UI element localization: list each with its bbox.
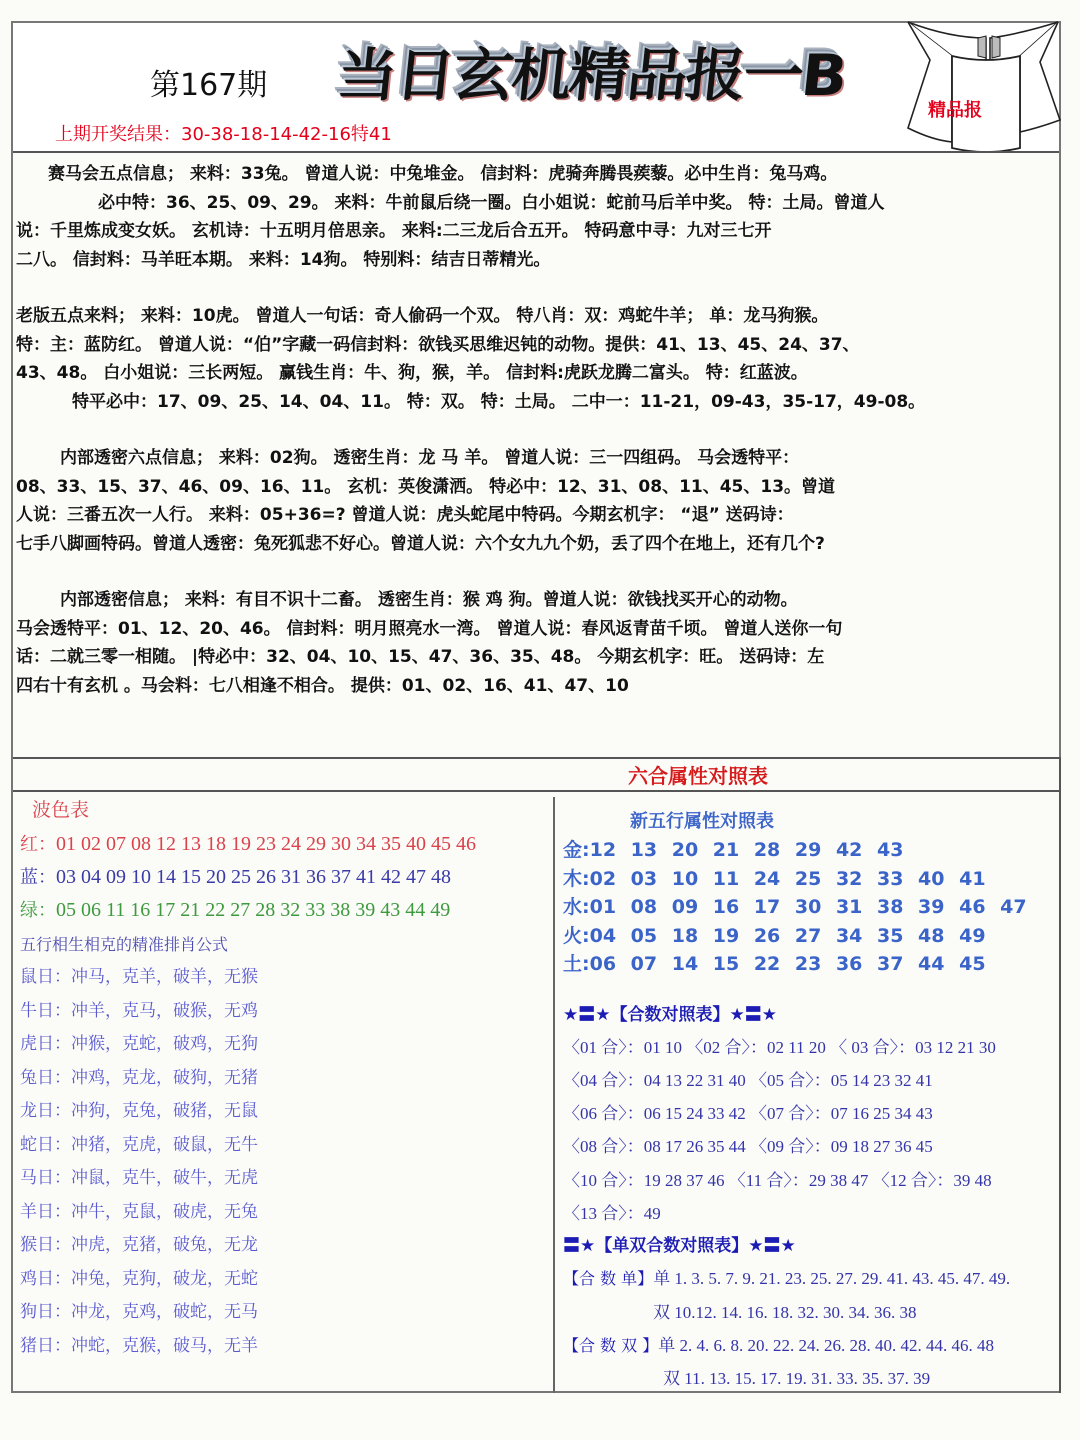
wuxing-title: 新五行属性对照表 bbox=[630, 811, 774, 832]
danshuang-odd-single: 【合 数 单】单 1. 3. 5. 7. 9. 21. 23. 25. 27. 29. 41. 43. 45. 47. 49. bbox=[563, 1269, 1011, 1289]
page-title: 当日玄机精品报一B bbox=[334, 42, 849, 109]
section-1 bbox=[16, 160, 1060, 274]
table-title: 六合属性对照表 bbox=[628, 764, 768, 788]
header-divider bbox=[13, 151, 1059, 153]
section-3 bbox=[16, 444, 1060, 558]
table-column-divider bbox=[553, 797, 555, 1393]
danshuang-even-double: 双 11. 13. 15. 17. 19. 31. 33. 35. 37. 39 bbox=[663, 1369, 931, 1389]
wave-row-red: 红：01 02 07 08 12 13 18 19 23 24 29 30 34 35 40 45 46 bbox=[20, 833, 476, 855]
badge-label: 精品报 bbox=[928, 100, 982, 121]
text-line: 二八。 信封料：马羊旺本期。 来料：14狗。 特别料：结吉日蒂精光。 bbox=[16, 249, 551, 270]
formula-row: 蛇日：冲猪，克虎，破鼠，无牛 bbox=[20, 1134, 258, 1155]
formula-row: 猴日：冲虎，克猪，破兔，无龙 bbox=[20, 1235, 258, 1255]
heshu-row: 〈10 合〉：19 28 37 46 〈11 合〉：29 38 47 〈12 合〉：39 48 bbox=[563, 1170, 992, 1190]
wuxing-row-water: 水:01 08 09 16 17 30 31 38 39 46 47 bbox=[563, 896, 1027, 918]
heshu-title: ★〓★【合数对照表】★〓★ bbox=[563, 1004, 777, 1025]
text-line: 人说：三番五次一人行。 来料：05+36=? 曾道人说：虎头蛇尾中特码。今期玄机字： “退” 送码诗： bbox=[16, 505, 794, 525]
wuxing-row-fire: 火:04 05 18 19 26 27 34 35 48 49 bbox=[563, 924, 986, 947]
text-line: 马会透特平：01、12、20、46。 信封料：明月照亮水一湾。 曾道人说：春风返青苗千顷。 曾道人送你一句 bbox=[16, 618, 843, 639]
section-4 bbox=[16, 586, 1060, 700]
formula-row: 牛日：冲羊，克马，破猴，无鸡 bbox=[20, 1000, 258, 1021]
formula-row: 虎日：冲猴，克蛇，破鸡，无狗 bbox=[20, 1034, 258, 1054]
heshu-row: 〈06 合〉：06 15 24 33 42 〈07 合〉：07 16 25 34 43 bbox=[563, 1104, 933, 1124]
ribbon-banner-icon bbox=[880, 20, 1070, 160]
text-line: 必中特：36、25、09、29。 来料：牛前鼠后绕一圈。白小姐说：蛇前马后羊中奖。 特：土局。曾道人 bbox=[98, 192, 885, 213]
text-line: 08、33、15、37、46、09、16、11。 玄机：英俊潇洒。 特必中：12、31、08、11、45、13。曾道 bbox=[16, 476, 836, 497]
table-right-border bbox=[1059, 757, 1061, 1393]
danshuang-title: 〓★【单双合数对照表】★〓★ bbox=[563, 1236, 796, 1257]
text-line: 七手八脚画特码。曾道人透密：兔死狐悲不好心。曾道人说：六个女九九个奶，丢了四个在地上，还有几个? bbox=[16, 533, 825, 554]
text-line: 赛马会五点信息； 来料：33兔。 曾道人说：中兔堆金。 信封料：虎骑奔腾畏蒺藜。必中生肖：兔马鸡。 bbox=[48, 164, 838, 184]
text-line: 内部透密六点信息； 来料：02狗。 透密生肖：龙 马 羊。 曾道人说：三一四组码。 马会透特平： bbox=[60, 448, 800, 468]
issue-number: 第167期 bbox=[150, 68, 268, 103]
table-top-border bbox=[13, 757, 1059, 759]
left-column bbox=[20, 795, 540, 1363]
formula-row: 兔日：冲鸡，克龙，破狗，无猪 bbox=[20, 1067, 258, 1088]
formula-title: 五行相生相克的精准排肖公式 bbox=[20, 935, 229, 954]
info-sections bbox=[16, 160, 1060, 728]
right-column bbox=[563, 808, 1053, 1395]
heshu-row: 〈13 合〉：49 bbox=[563, 1203, 661, 1223]
wave-table-title: 波色表 bbox=[32, 799, 90, 821]
formula-row: 猪日：冲蛇，克猴，破马，无羊 bbox=[20, 1335, 258, 1356]
danshuang-even-single: 【合 数 双 】单 2. 4. 6. 8. 20. 22. 24. 26. 28. 40. 42. 44. 46. 48 bbox=[563, 1335, 995, 1355]
formula-row: 羊日：冲牛，克鼠，破虎，无兔 bbox=[20, 1201, 258, 1222]
formula-row: 马日：冲鼠，克牛，破牛，无虎 bbox=[20, 1168, 258, 1188]
text-line: 43、48。 白小姐说：三长两短。 赢钱生肖：牛、狗，猴，羊。 信封料:虎跃龙腾二富头。 特：红蓝波。 bbox=[16, 363, 808, 383]
heshu-row: 〈01 合〉：01 10 〈02 合〉：02 11 20 〈 03 合〉：03 12 21 30 bbox=[563, 1037, 996, 1057]
section-2 bbox=[16, 302, 1060, 416]
wuxing-row-metal: 金:12 13 20 21 28 29 42 43 bbox=[563, 839, 904, 861]
wuxing-row-wood: 木:02 03 10 11 24 25 32 33 40 41 bbox=[563, 867, 986, 890]
text-line: 特：主：蓝防红。 曾道人说：“伯”字藏一码信封料：欲钱买思维迟钝的动物。提供：41、13、45、24、37、 bbox=[16, 334, 860, 355]
text-line: 四右十有玄机 。马会料：七八相逢不相合。 提供：01、02、16、41、47、10 bbox=[16, 675, 629, 696]
formula-row: 狗日：冲龙，克鸡，破蛇，无马 bbox=[20, 1302, 258, 1322]
text-line: 话：二就三零一相随。 |特必中：32、04、10、15、47、36、35、48。 今期玄机字：旺。 送码诗：左 bbox=[16, 647, 825, 667]
wave-row-green: 绿：05 06 11 16 17 21 22 27 28 32 33 38 39 43 44 49 bbox=[20, 899, 451, 921]
text-line: 内部透密信息； 来料：有目不识十二畜。 透密生肖：猴 鸡 狗。曾道人说：欲钱找买开心的动物。 bbox=[60, 590, 798, 610]
danshuang-odd-double: 双 10.12. 14. 16. 18. 32. 30. 34. 36. 38 bbox=[653, 1302, 917, 1322]
last-draw-result: 上期开奖结果：30-38-18-14-42-16特41 bbox=[55, 124, 392, 145]
text-line: 老版五点来料； 来料：10虎。 曾道人一句话：奇人偷码一个双。 特八肖：双：鸡蛇牛羊； 单：龙马狗猴。 bbox=[16, 306, 829, 326]
wave-row-blue: 蓝：03 04 09 10 14 15 20 25 26 31 36 37 41 42 47 48 bbox=[20, 866, 451, 888]
text-line: 说：千里炼成变女妖。 玄机诗：十五明月倍思亲。 来料:二三龙后合五开。 特码意中寻：九对三七开 bbox=[16, 221, 772, 241]
text-line: 特平必中：17、09、25、14、04、11。 特：双。 特：土局。 二中一：11-21，09-43，35-17，49-08。 bbox=[72, 391, 926, 412]
heshu-row: 〈04 合〉：04 13 22 31 40 〈05 合〉：05 14 23 32 41 bbox=[563, 1070, 933, 1090]
formula-row: 鼠日：冲马，克羊，破羊，无猴 bbox=[20, 967, 258, 987]
heshu-row: 〈08 合〉：08 17 26 35 44 〈09 合〉：09 18 27 36 45 bbox=[563, 1137, 933, 1157]
wuxing-row-earth: 土:06 07 14 15 22 23 36 37 44 45 bbox=[563, 953, 986, 975]
formula-row: 鸡日：冲兔，克狗，破龙，无蛇 bbox=[20, 1268, 258, 1289]
table-header-divider bbox=[13, 790, 1059, 792]
formula-row: 龙日：冲狗，克兔，破猪，无鼠 bbox=[20, 1101, 258, 1121]
